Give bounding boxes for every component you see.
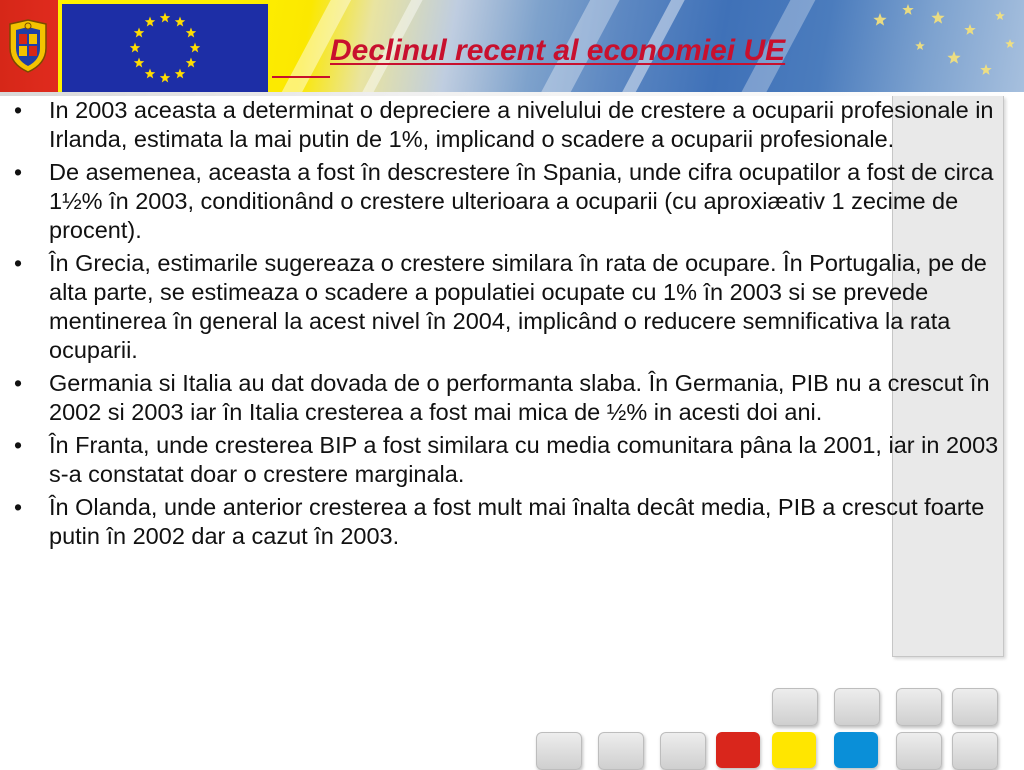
- bullet-item: [0, 369, 1000, 427]
- nav-square-red-button[interactable]: [716, 732, 760, 768]
- nav-square-blue-button[interactable]: [834, 732, 878, 768]
- romania-coat-of-arms-icon: [6, 18, 50, 74]
- title-underline-extension: [272, 76, 330, 78]
- bullet-marker: •: [14, 432, 23, 458]
- star-icon: [980, 64, 991, 75]
- star-icon: [931, 11, 944, 24]
- nav-square-button[interactable]: [660, 732, 706, 770]
- bullet-item: [0, 96, 1000, 154]
- bullet-list: [0, 96, 1000, 555]
- slide-title: Declinul recent al economiei UE: [330, 34, 786, 67]
- star-icon: [964, 24, 975, 35]
- nav-square-button[interactable]: [772, 688, 818, 726]
- nav-square-button[interactable]: [896, 688, 942, 726]
- bullet-text: În Olanda, unde anterior cresterea a fost mult mai înalta decât media, PIB a crescut foarte putin în 2002 dar a cazut în 2003.: [49, 494, 985, 549]
- nav-square-button[interactable]: [952, 732, 998, 770]
- star-icon: [1005, 39, 1015, 48]
- bullet-text: În Franta, unde cresterea BIP a fost similara cu media comunitara pâna la 2001, iar in 2003 s-a constatat doar o crestere marginala.: [49, 432, 999, 487]
- bullet-text: În Grecia, estimarile sugereaza o crestere similara în rata de ocupare. În Portugalia, pe de alta parte, se estimeaza o scadere a populatiei ocupate cu 1% în 2003 si se prevede mentinerea în general la acest nivel în 2004, implicând o reducere semnificativa la rata ocuparii.: [49, 250, 987, 363]
- decorative-stars: [850, 0, 1024, 94]
- bullet-item: [0, 431, 1000, 489]
- eu-flag-icon: [62, 4, 268, 92]
- nav-square-button[interactable]: [952, 688, 998, 726]
- nav-square-button[interactable]: [598, 732, 644, 770]
- slide-header: [0, 0, 1024, 96]
- bullet-text: In 2003 aceasta a determinat o depreciere a nivelului de crestere a ocuparii profesionale in Irlanda, estimata la mai putin de 1%, implicand o scadere a ocuparii profesionale.: [49, 97, 994, 152]
- nav-square-button[interactable]: [834, 688, 880, 726]
- bullet-marker: •: [14, 97, 23, 123]
- bullet-text: Germania si Italia au dat dovada de o performanta slaba. În Germania, PIB nu a crescut în 2002 si 2003 iar în Italia cresterea a fost mai mica de ½% in acesti doi ani.: [49, 370, 990, 425]
- star-icon: [873, 13, 886, 26]
- star-icon: [915, 41, 925, 50]
- star-icon: [995, 11, 1005, 20]
- bullet-marker: •: [14, 494, 23, 520]
- star-icon: [947, 51, 960, 64]
- bullet-item: [0, 158, 1000, 245]
- bullet-item: [0, 493, 1000, 551]
- bullet-text: De asemenea, aceasta a fost în descrestere în Spania, unde cifra ocupatilor a fost de circa 1½% în 2003, conditionând o crestere ulterioara a ocuparii (cu aproxiæativ 1 zecime de procent).: [49, 159, 994, 243]
- bullet-item: [0, 249, 1000, 365]
- bullet-marker: •: [14, 250, 23, 276]
- nav-square-yellow-button[interactable]: [772, 732, 816, 768]
- nav-square-button[interactable]: [536, 732, 582, 770]
- nav-square-button[interactable]: [896, 732, 942, 770]
- romania-flag-panel: [0, 0, 58, 94]
- bullet-marker: •: [14, 370, 23, 396]
- bullet-marker: •: [14, 159, 23, 185]
- star-icon: [902, 4, 913, 15]
